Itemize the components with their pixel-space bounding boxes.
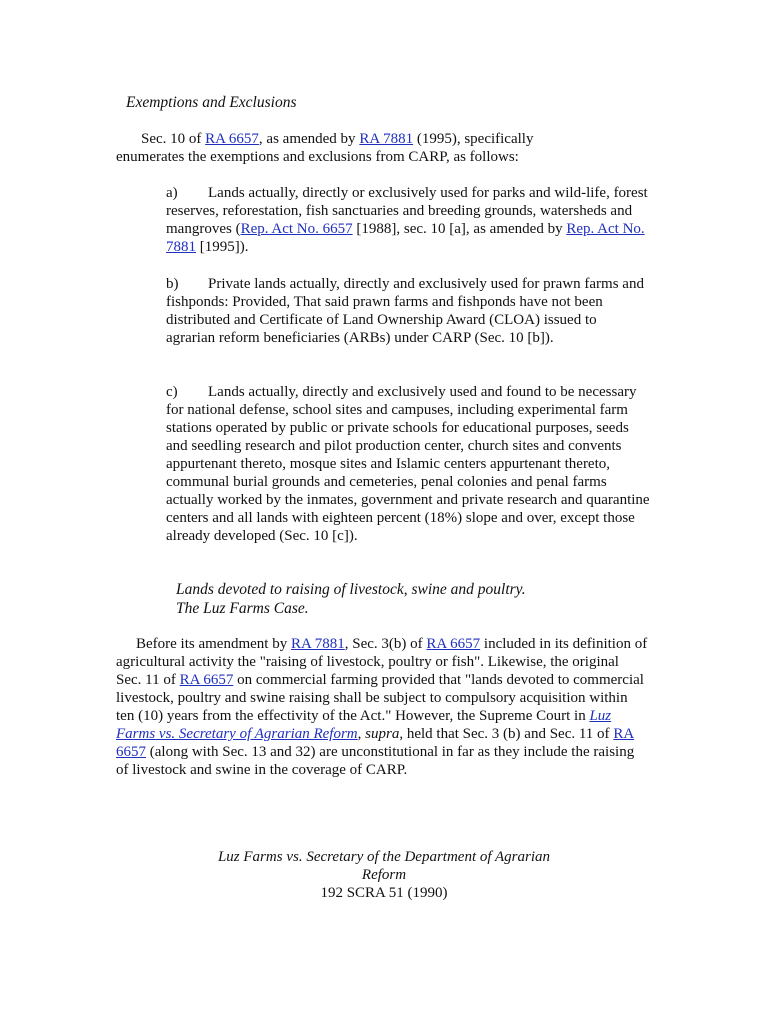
link-rep-act-7881[interactable]: Rep. Act No. 7881 (166, 221, 645, 255)
item-a-text-1: Lands actually, directly or exclusively used for parks and wild-life, forest reserves, reforestation, fish sanctuaries and breeding grounds, watersheds and mangroves ( (166, 185, 648, 237)
case-caption-line-1: Luz Farms vs. Secretary of the Department of Agrarian (217, 849, 551, 865)
link-rep-act-6657[interactable]: Rep. Act No. 6657 (240, 221, 353, 237)
subheading-line-2: The Luz Farms Case. (176, 600, 309, 617)
item-a-text-3: [1995]). (196, 239, 249, 255)
body-text-4: on commercial farming provided that "lands devoted to commercial livestock, poultry and swine raising shall be subject to compulsory acquisition within ten (10) years from the effectivity of the Act." However, the Supreme Court in (116, 672, 644, 724)
item-a-text-2: [1988], sec. 10 [a], as amended by (352, 221, 567, 237)
intro-paragraph (116, 130, 586, 166)
body-text-3: included in its definition of agricultural activity the "raising of livestock, poultry or fish". Likewise, the original Sec. 11 of (116, 636, 648, 688)
link-ra-6657-body-3[interactable]: RA 6657 (116, 726, 635, 760)
body-text-2: , Sec. 3(b) of (344, 636, 427, 652)
body-text-supra: supra (365, 726, 400, 742)
body-text-8: (along with Sec. 13 and 32) are unconstitutional in far as they include the raising of livestock and swine in the coverage of CARP. (116, 744, 635, 778)
link-ra-6657-body-1[interactable]: RA 6657 (426, 636, 481, 652)
body-text-7: , held that Sec. 3 (b) and Sec. 11 of (399, 726, 614, 742)
body-text-5: , (357, 726, 366, 742)
case-caption-citation: 192 SCRA 51 (1990) (320, 885, 448, 901)
link-ra-6657[interactable]: RA 6657 (205, 131, 259, 147)
case-caption-line-2: Reform (361, 867, 407, 883)
intro-text-1: Sec. 10 of (141, 131, 206, 147)
list-letter-a: a) (166, 185, 178, 201)
intro-text-2: , as amended by (258, 131, 360, 147)
subheading-line-1: Lands devoted to raising of livestock, swine and poultry. (176, 581, 526, 598)
body-text-1: Before its amendment by (136, 636, 291, 652)
link-ra-6657-body-2[interactable]: RA 6657 (179, 672, 234, 688)
link-ra-7881-body[interactable]: RA 7881 (290, 636, 345, 652)
list-letter-b: b) (166, 276, 179, 292)
list-item-a (166, 184, 656, 256)
body-paragraph (116, 635, 648, 779)
list-letter-c: c) (166, 384, 178, 400)
item-b-text: Private lands actually, directly and exclusively used for prawn farms and fishponds: Provided, That said prawn farms and fishponds have not been distributed and Certificate of Land Ownership Award (CLOA) issued to agrarian reform beneficiaries (ARBs) under CARP (Sec. 10 [b]). (166, 276, 644, 346)
item-c-text: Lands actually, directly and exclusively used and found to be necessary for national defense, school sites and campuses, including experimental farm stations operated by public or private schools for educational purposes, seeds and seedling research and pilot production center, church sites and convents appurtenant thereto, mosque sites and Islamic centers appurtenant thereto, communal burial grounds and cemeteries, penal colonies and penal farms actually worked by the inmates, government and private research and quarantine centers and all lands with eighteen percent (18%) slope and over, except those already developed (Sec. 10 [c]). (166, 384, 650, 544)
link-luz-farms-case[interactable]: Luz Farms vs. Secretary of Agrarian Reform (116, 708, 612, 742)
section-heading: Exemptions and Exclusions (126, 94, 297, 111)
link-ra-7881[interactable]: RA 7881 (359, 131, 414, 147)
intro-text-3: (1995), specifically enumerates the exemptions and exclusions from CARP, as follows: (116, 131, 534, 165)
list-item-c (166, 383, 652, 545)
list-item-b (166, 275, 646, 347)
